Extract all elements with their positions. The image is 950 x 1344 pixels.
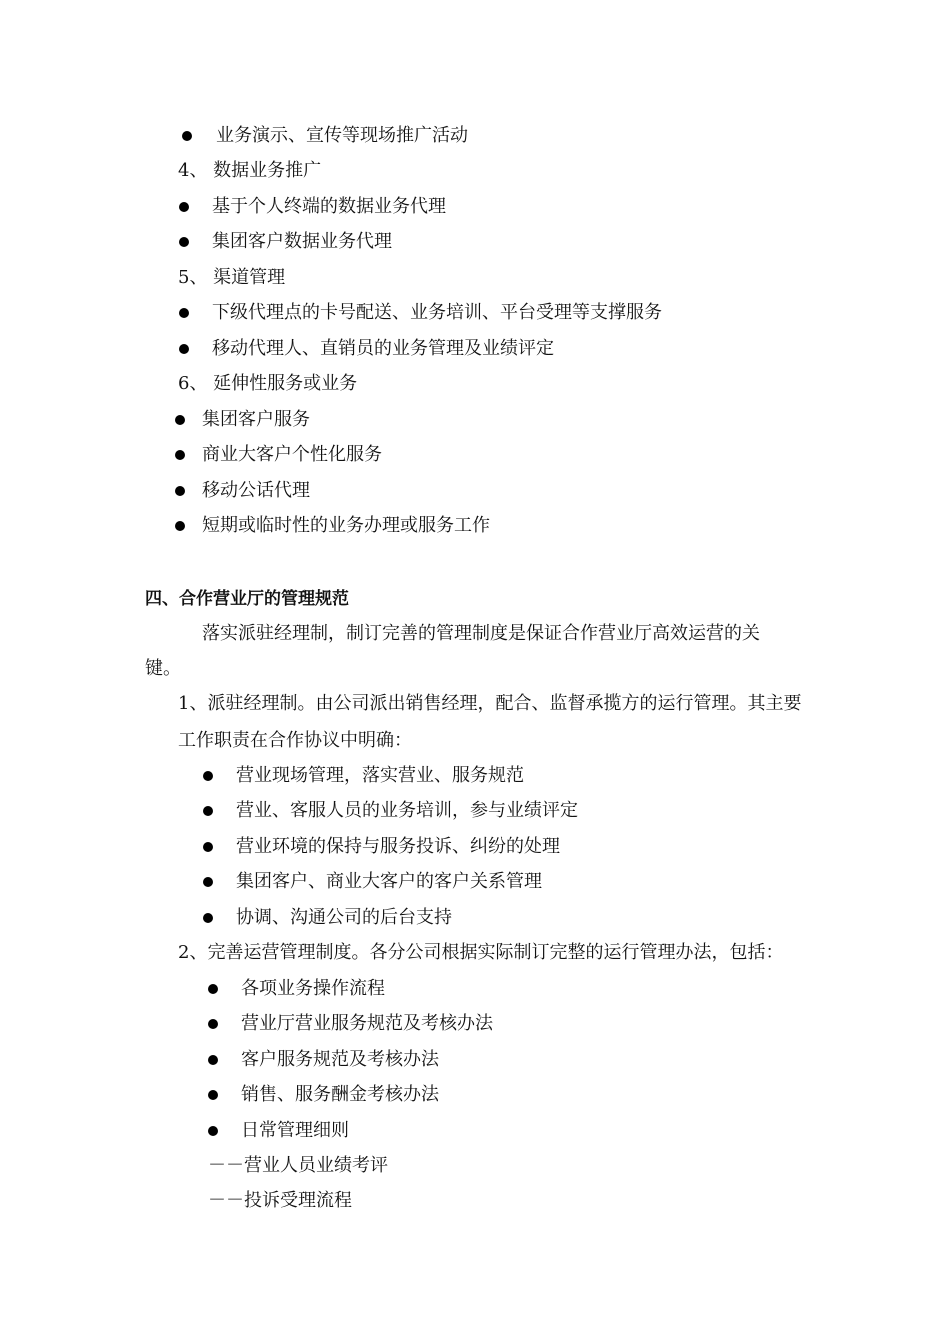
bullet-icon	[179, 308, 189, 318]
numbered-item: 5、 渠道管理	[178, 267, 286, 288]
numbered-item: 4、 数据业务推广	[178, 160, 322, 181]
list-item: 集团客户数据业务代理	[212, 231, 392, 252]
paragraph-line: 1、派驻经理制。由公司派出销售经理，配合、监督承揽方的运行管理。其主要	[178, 693, 802, 714]
list-item: 销售、服务酬金考核办法	[241, 1084, 439, 1105]
dash-item: －－投诉受理流程	[208, 1190, 352, 1211]
list-item: 集团客户服务	[202, 409, 310, 430]
list-item: 协调、沟通公司的后台支持	[236, 907, 452, 928]
bullet-icon	[203, 913, 213, 923]
list-item: 营业、客服人员的业务培训，参与业绩评定	[236, 800, 578, 821]
bullet-icon	[208, 1126, 218, 1136]
list-item: 基于个人终端的数据业务代理	[212, 196, 446, 217]
bullet-icon	[208, 1019, 218, 1029]
list-item: 集团客户、商业大客户的客户关系管理	[236, 871, 542, 892]
bullet-icon	[203, 842, 213, 852]
bullet-icon	[175, 521, 185, 531]
dash-item: －－营业人员业绩考评	[208, 1155, 388, 1176]
list-item: 客户服务规范及考核办法	[241, 1049, 439, 1070]
bullet-icon	[175, 486, 185, 496]
list-item: 短期或临时性的业务办理或服务工作	[202, 515, 490, 536]
bullet-icon	[179, 344, 189, 354]
section-heading: 四、合作营业厅的管理规范	[145, 589, 349, 609]
list-item: 营业厅营业服务规范及考核办法	[241, 1013, 493, 1034]
bullet-icon	[175, 450, 185, 460]
list-item: 移动代理人、直销员的业务管理及业绩评定	[212, 338, 554, 359]
paragraph-line: 键。	[145, 658, 181, 679]
list-item: 各项业务操作流程	[241, 978, 385, 999]
bullet-icon	[203, 771, 213, 781]
numbered-item: 6、 延伸性服务或业务	[178, 373, 358, 394]
bullet-icon	[208, 1055, 218, 1065]
bullet-icon	[175, 415, 185, 425]
paragraph-line: 落实派驻经理制，制订完善的管理制度是保证合作营业厅高效运营的关	[202, 623, 760, 644]
bullet-icon	[208, 1090, 218, 1100]
list-item: 日常管理细则	[241, 1120, 349, 1141]
bullet-icon	[182, 131, 192, 141]
list-item: 下级代理点的卡号配送、业务培训、平台受理等支撑服务	[212, 302, 662, 323]
paragraph-line: 2、完善运营管理制度。各分公司根据实际制订完整的运行管理办法，包括：	[178, 942, 784, 963]
paragraph-line: 工作职责在合作协议中明确：	[178, 730, 412, 751]
list-item: 营业环境的保持与服务投诉、纠纷的处理	[236, 836, 560, 857]
list-item: 移动公话代理	[202, 480, 310, 501]
bullet-icon	[203, 877, 213, 887]
bullet-icon	[208, 984, 218, 994]
bullet-icon	[179, 202, 189, 212]
bullet-icon	[203, 806, 213, 816]
list-item: 营业现场管理，落实营业、服务规范	[236, 765, 524, 786]
bullet-icon	[179, 237, 189, 247]
list-item: 商业大客户个性化服务	[202, 444, 382, 465]
list-item: 业务演示、宣传等现场推广活动	[216, 125, 468, 146]
